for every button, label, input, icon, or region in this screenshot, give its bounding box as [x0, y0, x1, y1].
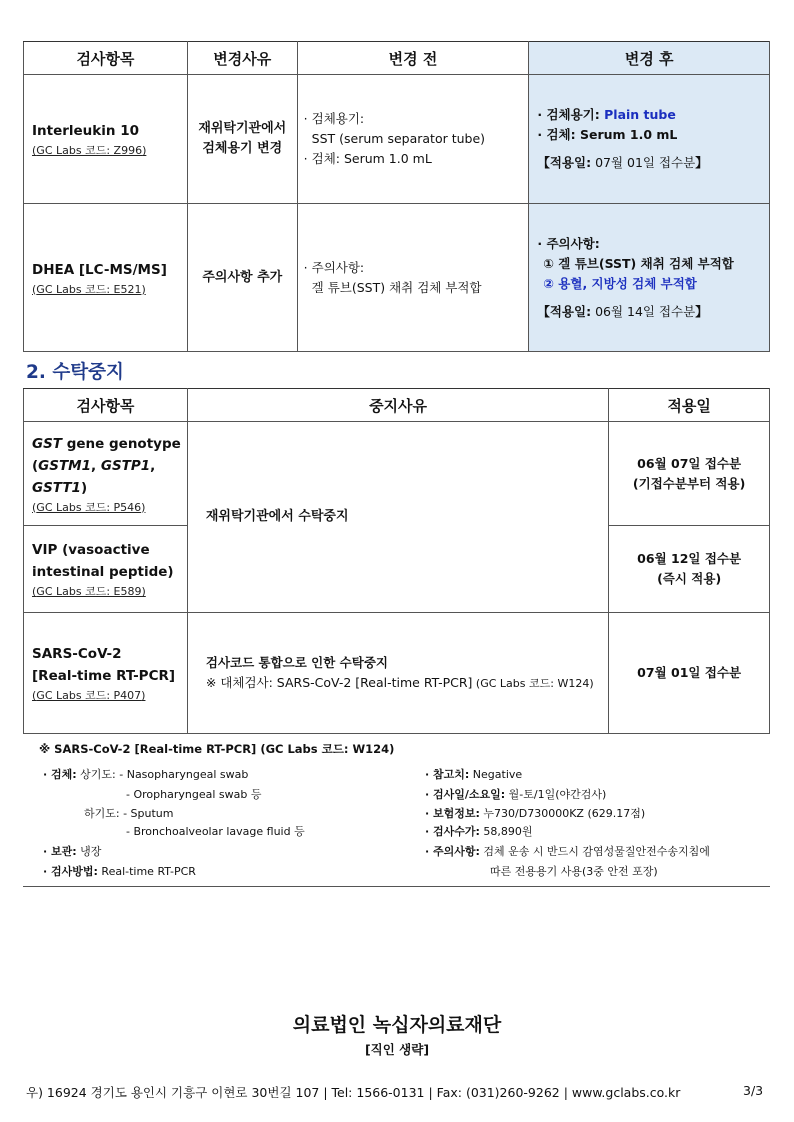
before-line: · 검체용기:	[303, 111, 365, 126]
suspension-table	[23, 388, 770, 734]
after-label: · 검체용기:	[537, 107, 605, 122]
apply-date-cell: 06월 12일 접수분 (즉시 적용)	[609, 526, 770, 613]
after-line: ① 겔 튜브(SST) 채취 검체 부적합	[543, 255, 734, 271]
test-info-note	[23, 733, 770, 887]
footer-address: 우) 16924 경기도 용인시 기흥구 이현로 30번길 107 | Tel: 1566-0131 | Fax: (031)260-9262 | www.gclabs.co.kr	[26, 1085, 681, 1100]
reference-info: · 참고치: Negative	[425, 768, 523, 781]
item-name: [Real-time RT-PCR]	[32, 668, 176, 684]
fee-info: · 검사수가: 58,890원	[425, 825, 533, 838]
item-code: GC Labs 코드: P407	[36, 689, 142, 702]
item-name: intestinal peptide)	[32, 564, 174, 580]
item-code: GC Labs 코드: P546	[36, 500, 142, 514]
table-row	[24, 613, 770, 734]
insurance-info: · 보험정보: 누730/D730000KZ (629.17점)	[425, 807, 646, 820]
method-info: · 검사방법: Real-time RT-PCR	[43, 865, 196, 878]
table-header-row	[24, 42, 770, 75]
caution-info: 따른 전용용기 사용(3중 안전 포장)	[490, 865, 658, 878]
item-name: VIP (vasoactive	[32, 542, 150, 558]
item-cell: Interleukin 10 (GC Labs 코드: Z996)	[24, 75, 188, 204]
after-cell	[529, 204, 770, 352]
specimen-info: · 검체: 상기도: - Nasopharyngeal swab	[43, 768, 249, 781]
col-header-stop-reason: 중지사유	[187, 389, 608, 422]
col-header-after: 변경 후	[529, 42, 770, 75]
specimen-info: 하기도: - Sputum	[84, 807, 174, 820]
reason-cell	[187, 75, 297, 204]
after-line: ② 용혈, 지방성 검체 부적합	[543, 275, 697, 291]
after-cell	[529, 75, 770, 204]
item-cell: SARS-CoV-2 [Real-time RT-PCR] (GC Labs 코드: P407)	[24, 613, 188, 734]
table-row	[24, 422, 770, 526]
item-code: GC Labs 코드: E521	[36, 282, 142, 296]
table-header-row	[24, 389, 770, 422]
before-cell	[297, 75, 529, 204]
before-line: · 검체: Serum 1.0 mL	[303, 151, 432, 166]
table-row	[24, 204, 770, 352]
after-line: · 검체: Serum 1.0 mL	[537, 127, 678, 142]
col-header-before: 변경 전	[297, 42, 529, 75]
before-line: 겔 튜브(SST) 채취 검체 부적합	[311, 279, 482, 295]
organization-name: 의료법인 녹십자의료재단	[292, 1014, 502, 1036]
apply-date-cell: 06월 07일 접수분 (기접수분부터 적용)	[609, 422, 770, 526]
reason-line: 재위탁기관에서	[198, 121, 287, 136]
change-table	[23, 41, 770, 352]
item-cell: GST gene genotype (GSTM1, GSTP1, GSTT1) (GC Labs 코드: P546)	[24, 422, 188, 526]
note-title: ※ SARS-CoV-2 [Real-time RT-PCR] (GC Labs 코드: W124)	[39, 742, 395, 756]
specimen-info: - Bronchoalveolar lavage fluid 등	[126, 825, 305, 838]
after-line: · 주의사항:	[537, 235, 600, 251]
col-header-item: 검사항목	[24, 42, 188, 75]
stop-reason: 검사코드 통합으로 인한 수탁중지	[205, 654, 388, 670]
seal-omitted: [직인 생략]	[364, 1042, 430, 1057]
apply-date: 【적용일: 07월 01일 접수분】	[537, 155, 708, 170]
reason-line: 검체용기 변경	[202, 141, 283, 156]
after-value: Plain tube	[604, 107, 676, 122]
days-info: · 검사일/소요일: 월-토/1일(야간검사)	[425, 788, 607, 801]
item-name: GST gene genotype	[32, 435, 181, 452]
stop-reason-cell	[187, 613, 608, 734]
item-cell: VIP (vasoactive intestinal peptide) (GC Labs 코드: E589)	[24, 526, 188, 613]
item-name: Interleukin 10	[32, 123, 139, 139]
reason-cell: 주의사항 추가	[187, 204, 297, 352]
specimen-info: - Oropharyngeal swab 등	[126, 788, 262, 801]
section-title: 2. 수탁중지	[26, 362, 124, 383]
before-line: · 주의사항:	[303, 259, 365, 275]
table-row	[24, 75, 770, 204]
before-cell	[297, 204, 529, 352]
col-header-apply-date: 적용일	[609, 389, 770, 422]
item-name: SARS-CoV-2	[32, 646, 122, 662]
storage-info: · 보관: 냉장	[43, 845, 102, 858]
col-header-reason: 변경사유	[187, 42, 297, 75]
before-line: SST (serum separator tube)	[311, 131, 486, 146]
stop-reason-merged: 재위탁기관에서 수탁중지	[187, 422, 608, 613]
page-number: 3/3	[743, 1083, 764, 1098]
item-name: (GSTM1, GSTP1,	[32, 457, 156, 474]
apply-date-cell: 07월 01일 접수분	[609, 613, 770, 734]
item-code: GC Labs 코드: E589	[36, 585, 142, 598]
apply-date: 【적용일: 06월 14일 접수분】	[537, 303, 708, 319]
col-header-item: 검사항목	[24, 389, 188, 422]
item-name: DHEA [LC-MS/MS]	[32, 261, 167, 278]
caution-info: · 주의사항: 검체 운송 시 반드시 감염성물질안전수송지침에	[425, 845, 710, 858]
item-code: GC Labs 코드: Z996	[36, 144, 143, 157]
item-cell: DHEA [LC-MS/MS] (GC Labs 코드: E521)	[24, 204, 188, 352]
alt-test: ※ 대체검사: SARS-CoV-2 [Real-time RT-PCR] (GC Labs 코드: W124)	[205, 674, 594, 690]
item-name: GSTT1)	[32, 479, 88, 496]
